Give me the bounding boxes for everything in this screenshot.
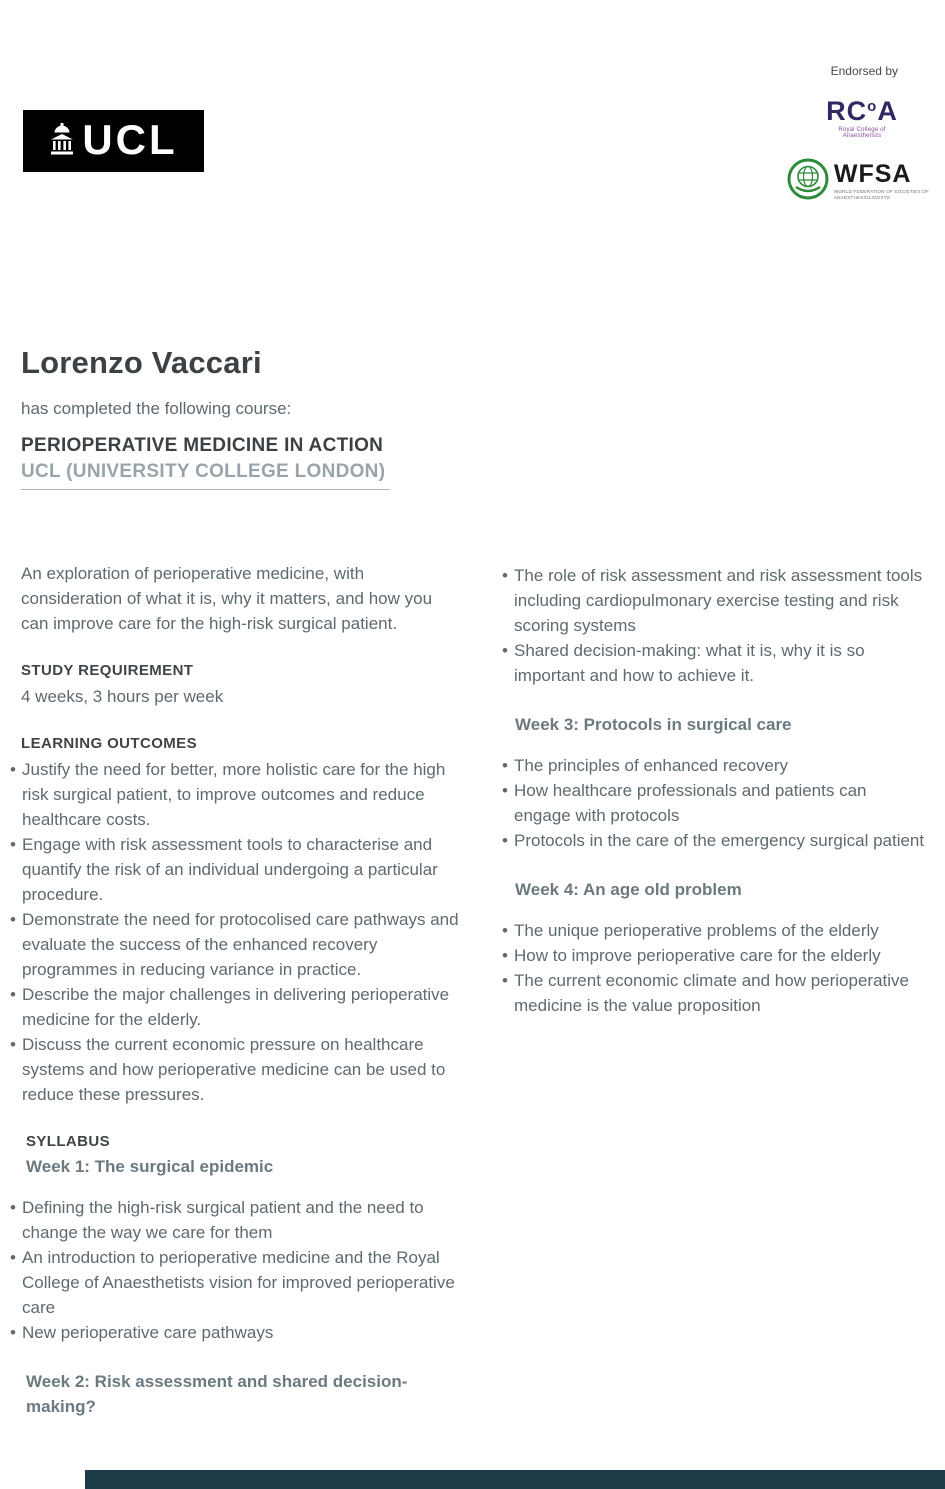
list-item: • Demonstrate the need for protocolised care pathways and evaluate the success of the enhanced recovery programmes in reducing variance in practice. bbox=[10, 908, 460, 983]
list-item: • How healthcare professionals and patients can engage with protocols bbox=[502, 779, 927, 829]
institution-name: UCL (UNIVERSITY COLLEGE LONDON) bbox=[21, 461, 386, 482]
endorsed-by-label: Endorsed by bbox=[830, 64, 898, 78]
rcoa-wordmark-o: o bbox=[867, 98, 878, 115]
rcoa-caption: Royal College of Anaesthetists bbox=[838, 127, 886, 139]
wfsa-caption-line1: WORLD FEDERATION OF SOCIETIES OF bbox=[833, 189, 929, 195]
week-3-heading: Week 3: Protocols in surgical care bbox=[515, 714, 792, 734]
week-1-list bbox=[10, 1196, 460, 1346]
week-4-heading: Week 4: An age old problem bbox=[515, 879, 742, 899]
week-3-list bbox=[502, 754, 927, 854]
learning-outcomes-heading: LEARNING OUTCOMES bbox=[21, 734, 197, 752]
course-title: PERIOPERATIVE MEDICINE IN ACTION bbox=[21, 435, 384, 456]
completion-text: has completed the following course: bbox=[21, 399, 292, 418]
ucl-portico-icon bbox=[49, 123, 75, 160]
list-item: • The current economic climate and how perioperative medicine is the value proposition bbox=[502, 969, 927, 1019]
list-item: • Describe the major challenges in delivering perioperative medicine for the elderly. bbox=[10, 983, 460, 1033]
list-item: • Engage with risk assessment tools to characterise and quantify the risk of an individual undergoing a particular procedure. bbox=[10, 833, 460, 908]
learning-outcomes-list bbox=[10, 758, 460, 1108]
recipient-name: Lorenzo Vaccari bbox=[21, 345, 262, 380]
course-description: An exploration of perioperative medicine, with consideration of what it is, why it matters, and how you can improve care for the high-risk surgical patient. bbox=[21, 564, 433, 633]
list-item: • Discuss the current economic pressure on healthcare systems and how perioperative medicine can be used to reduce these pressures. bbox=[10, 1033, 460, 1108]
wfsa-globe-icon bbox=[787, 158, 829, 205]
list-item: • The principles of enhanced recovery bbox=[502, 754, 927, 779]
course-details bbox=[21, 562, 927, 1436]
list-item: • An introduction to perioperative medicine and the Royal College of Anaesthetists vision for improved perioperative care bbox=[10, 1246, 460, 1321]
title-divider bbox=[21, 489, 390, 490]
list-item: • Justify the need for better, more holistic care for the high risk surgical patient, to improve outcomes and reduce healthcare costs. bbox=[10, 758, 460, 833]
rcoa-wordmark-a: A bbox=[877, 96, 898, 126]
wfsa-caption-line2: ANAESTHESIOLOGISTS bbox=[833, 195, 891, 200]
week-1-heading: Week 1: The surgical epidemic bbox=[26, 1156, 274, 1176]
footer-bar bbox=[85, 1470, 945, 1489]
list-item: • How to improve perioperative care for the elderly bbox=[502, 944, 927, 969]
right-column bbox=[501, 562, 927, 1436]
wfsa-wordmark: WFSA bbox=[833, 160, 912, 189]
syllabus-heading: SYLLABUS bbox=[26, 1132, 111, 1150]
list-item: • Protocols in the care of the emergency surgical patient bbox=[502, 829, 927, 854]
week-2-heading: Week 2: Risk assessment and shared decision-making? bbox=[26, 1371, 408, 1416]
ucl-logo bbox=[23, 110, 204, 172]
list-item: • Shared decision-making: what it is, why it is so important and how to achieve it. bbox=[502, 639, 927, 689]
ucl-logo-text: UCL bbox=[82, 115, 178, 163]
list-item: • New perioperative care pathways bbox=[10, 1321, 460, 1346]
rcoa-wordmark-rc: RC bbox=[826, 96, 868, 126]
study-requirement-text: 4 weeks, 3 hours per week bbox=[21, 687, 224, 706]
study-requirement-heading: STUDY REQUIREMENT bbox=[21, 661, 194, 679]
list-item: • The role of risk assessment and risk assessment tools including cardiopulmonary exercise testing and risk scoring systems bbox=[502, 564, 927, 639]
wfsa-text-block bbox=[834, 162, 929, 200]
list-item: • Defining the high-risk surgical patient and the need to change the way we care for them bbox=[10, 1196, 460, 1246]
left-column bbox=[21, 562, 460, 1436]
rcoa-logo bbox=[819, 98, 905, 139]
wfsa-caption bbox=[834, 189, 929, 200]
week-2-list bbox=[502, 564, 927, 689]
rcoa-wordmark bbox=[819, 98, 905, 125]
week-4-list bbox=[502, 919, 927, 1019]
list-item: • The unique perioperative problems of the elderly bbox=[502, 919, 927, 944]
wfsa-logo bbox=[787, 158, 929, 205]
